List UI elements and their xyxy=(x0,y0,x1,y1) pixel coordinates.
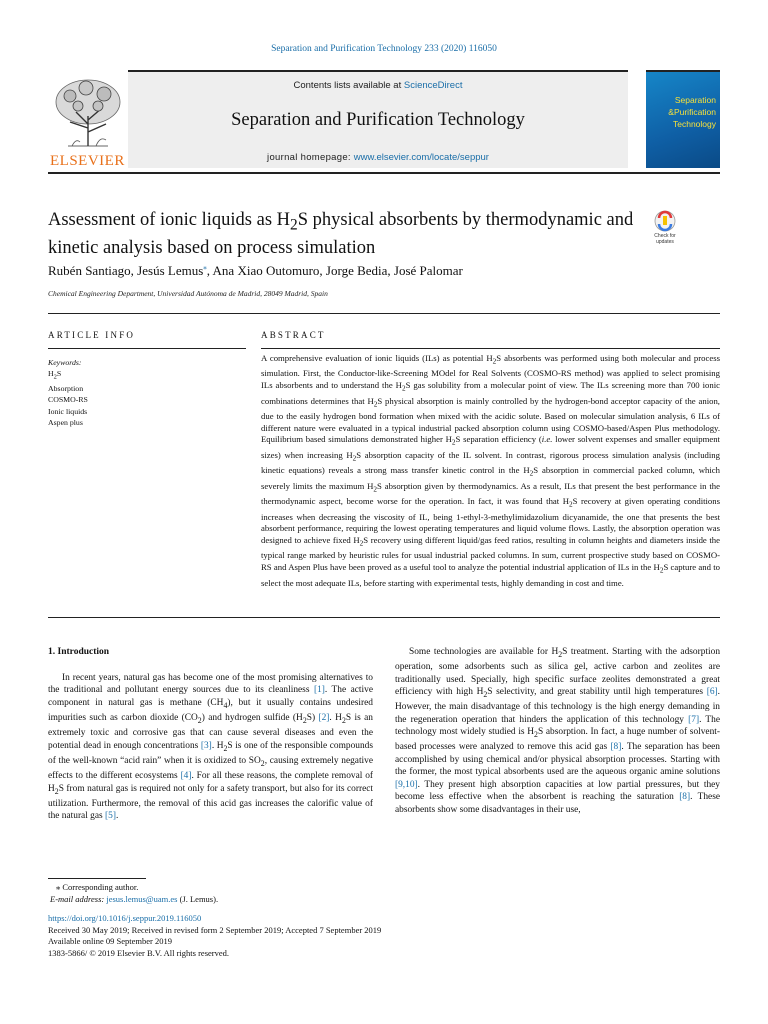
divider xyxy=(261,348,720,349)
elsevier-logo[interactable] xyxy=(48,76,128,168)
cover-title-line: Technology xyxy=(672,119,716,129)
corresponding-mark: ⁎ xyxy=(56,882,61,892)
received-dates: Received 30 May 2019; Received in revised form 2 September 2019; Accepted 7 September 2019 xyxy=(48,924,382,935)
email-link[interactable]: jesus.lemus@uam.es xyxy=(106,893,178,904)
masthead xyxy=(128,70,628,168)
elsevier-wordmark: ELSEVIER xyxy=(50,153,125,169)
contents-line xyxy=(128,80,628,91)
keyword[interactable]: Absorption xyxy=(48,384,84,394)
keyword[interactable]: $H_2S$ xyxy=(48,369,62,381)
check-updates-icon xyxy=(647,210,683,234)
section-heading-introduction: 1. Introduction xyxy=(48,647,110,657)
keyword[interactable]: Aspen plus xyxy=(48,418,83,428)
cover-title-line: &Purification xyxy=(668,107,716,117)
tree-icon xyxy=(48,76,128,152)
homepage-label: journal homepage: xyxy=(267,152,354,163)
footnote xyxy=(48,882,448,905)
header-divider xyxy=(48,172,720,174)
abstract-heading: ABSTRACT xyxy=(261,330,326,340)
author-list: Rubén Santiago, Jesús Lemus⁎, Ana Xiao Outomuro, Jorge Bedia, José Palomar xyxy=(48,263,463,278)
journal-title: Separation and Purification Technology xyxy=(231,110,525,130)
available-online: Available online 09 September 2019 xyxy=(48,936,173,947)
article-title: Assessment of ionic liquids as $H_2S$ physical absorbents by thermodynamic and kinetic analysis based on process simulation xyxy=(48,210,634,258)
contents-prefix: Contents lists available at xyxy=(293,80,404,91)
corresponding-author-note xyxy=(48,882,448,894)
keyword[interactable]: Ionic liquids xyxy=(48,406,88,416)
keywords-block xyxy=(48,357,238,428)
divider xyxy=(48,313,720,314)
article-info-heading: ARTICLE INFO xyxy=(48,330,136,340)
sciencedirect-link[interactable]: ScienceDirect xyxy=(403,80,463,91)
divider xyxy=(48,348,246,349)
body-column-left: In recent years, natural gas has become one of the most promising alternatives to the traditional and pollutant energy sources due to its cleanliness [1]. The active component in natural gas is methane $(CH_4)$, but it usually contains undesired impurities such as carbon dioxide $(CO_2)$ and hydrogen sulfide $(H_2S)$ [2]. $H_2S$ is an extremely toxic and corrosive gas that can cause several diseases and even the potential dead in enough concentrations [3]. $H_2S$ is one of the responsible compounds of the well-known “acid rain” when it is oxidized to $SO_2$, causing extremely negative effects to the different ecosystems [4]. For all these reasons, the complete removal of $H_2S$ from natural gas is required not only for a safety transport, but also for its correct utilization. Furthermore, the removal of this acid gas increases the calorific value of the natural gas [5]. xyxy=(48,673,374,822)
doi-link[interactable]: https://doi.org/10.1016/j.seppur.2019.116050 xyxy=(48,913,202,923)
keyword[interactable]: COSMO-RS xyxy=(48,395,88,405)
body-column-right: Some technologies are available for $H_2S$ treatment. Starting with the adsorption operation, some adsorbents such as silica gel, active carbon and zeolites are traditionally used. Specially, high specific surface zeolites demonstrated a great efficiency with high $H_2S$ selectivity, and great stability until high temperatures [6]. However, the main disadvantage of this technology is the high energy demanding in the regeneration operation that hinders the application of this technology [7]. The technology most widely studied is $H_2S$ absorption. In fact, a huge number of solvent-based processes were analyzed to remove this acid gas [8]. The separation has been accomplished by using chemical and/or physical absorption processes. Starting with the former, the most typical absorbents used are the aqueous organic amine solutions [9,10]. They present high absorption capacities at low partial pressures, but they become less effective when the absorbent is reaching the saturation [8]. These absorbents show some disadvantages in their use, xyxy=(395,647,721,815)
cover-title xyxy=(650,94,716,130)
keywords-label: Keywords: xyxy=(48,358,82,367)
homepage-line xyxy=(128,152,628,163)
abstract-text: A comprehensive evaluation of ionic liquids (ILs) as potential $H_2S$ absorbents was performed using both molecular and process simulation. First, the Conductor-like-Screening MOdel for Real Solvents (COSMO-RS method) was applied to select promising ILs absorbents and to understand the $H_2S$ gas solubility from a molecular point of view. The ILs screening more than 700 ionic combinations determines that $H_2S$ physical absorption is mainly controlled by the hydrogen-bond acceptor capacity of the anion, due to the easily hydrogen bond formation when mixed with the acidic solute. Based on molecular simulation analysis, 6 ILs of different nature were evaluated in a typical industrial packed absorption column using COSMO-based/Aspen Plus methodology. Equilibrium based simulations demonstrated higher $H_2S$ separation efficiency (i.e. lower solvent expenses and smaller equipment sizes) when increasing $H_2S$ absorption capacity of the IL solvent. In contrast, rigorous process simulation analysis (including kinetic equations) reveals a strong mass transfer kinetic control in the $H_2S$ absorption in commercial packed column, which severely limits the maximum $H_2S$ absorption given by thermodynamics. As a result, ILs that present the best performance in the thermodynamic aspect, become worse for the operation. In fact, it was found that $H_2S$ recovery at given operating conditions increases when decreasing the viscosity of IL, being 1-ethyl-3-methylimidazolium dicyanamide, the one that presents the best absorbent performance, requiring the lowest operating temperatures and liquid volume flows. Lastly, the absorption operation was designed to achieve fixed $H_2S$ recovery using different liquid/gas feed ratios, resulting in column heights and diameters inside the typical range marked by heuristic rules for usual industrial packed columns. In sum, current prospective study based on COSMO-RS and Aspen Plus have been proved as a useful tool to analyze the potential industrial application of ILs in the $H_2S$ capture and to select the most adequate ILs, before starting with experimental tests, highly demanding in cost and time. xyxy=(261,353,721,588)
cover-title-line: Separation xyxy=(674,95,716,105)
check-updates-label: Check for updates xyxy=(654,233,676,245)
footnote-divider xyxy=(48,878,146,879)
journal-citation-line[interactable]: Separation and Purification Technology 233 (2020) 116050 xyxy=(271,44,497,54)
corresponding-label: Corresponding author. xyxy=(62,882,139,892)
article-metadata-footer xyxy=(48,913,548,959)
affiliation: Chemical Engineering Department, Universidad Autónoma de Madrid, 28049 Madrid, Spain xyxy=(48,289,328,298)
email-line xyxy=(48,894,448,906)
divider xyxy=(48,617,720,618)
journal-cover-thumbnail[interactable] xyxy=(646,70,720,168)
copyright: 1383-5866/ © 2019 Elsevier B.V. All rights reserved. xyxy=(48,947,230,958)
email-suffix: (J. Lemus). xyxy=(177,893,219,904)
check-for-updates-button[interactable] xyxy=(647,210,683,252)
email-label: E-mail address: xyxy=(50,893,107,904)
homepage-link[interactable]: www.elsevier.com/locate/seppur xyxy=(353,152,489,163)
journal-header xyxy=(48,70,720,170)
